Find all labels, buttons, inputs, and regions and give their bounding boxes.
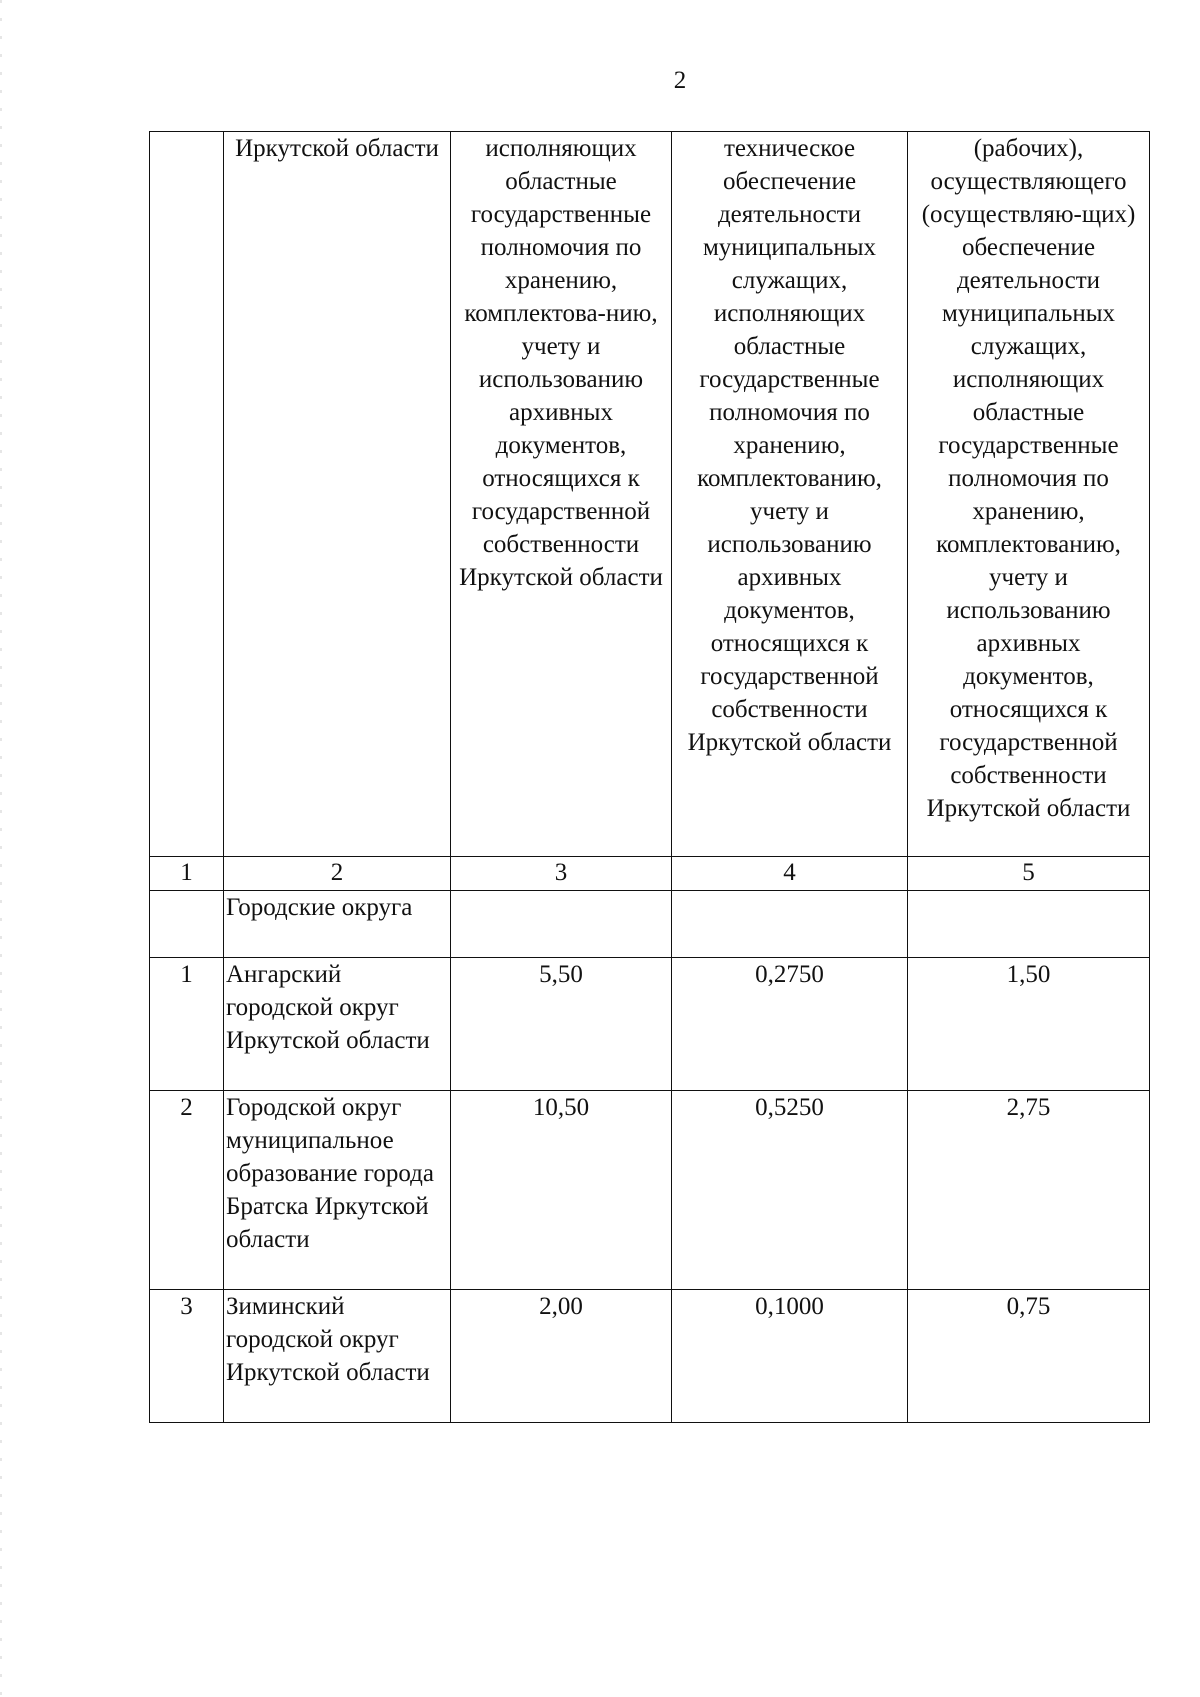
value-col5: 2,75 [908, 1091, 1150, 1290]
column-number-row [150, 857, 1150, 891]
column-number: 1 [150, 857, 224, 891]
section-empty-cell [150, 891, 224, 958]
scan-edge [0, 0, 2, 1697]
header-col2: Иркутской области [224, 132, 451, 857]
table-row [150, 1290, 1150, 1423]
column-number: 3 [451, 857, 672, 891]
value-col5: 0,75 [908, 1290, 1150, 1423]
value-col4: 0,5250 [672, 1091, 908, 1290]
district-name: Ангарский городской округ Иркутской области [224, 958, 451, 1091]
header-col1 [150, 132, 224, 857]
section-empty-cell [672, 891, 908, 958]
column-number: 5 [908, 857, 1150, 891]
value-col5: 1,50 [908, 958, 1150, 1091]
value-col4: 0,2750 [672, 958, 908, 1091]
table-header-row [150, 132, 1150, 857]
value-col3: 2,00 [451, 1290, 672, 1423]
page-number: 2 [673, 67, 687, 94]
district-name: Городской округ муниципальное образование города Братска Иркутской области [224, 1091, 451, 1290]
section-empty-cell [451, 891, 672, 958]
header-col4: техническое обеспечение деятельности муниципальных служащих, исполняющих областные государственные полномочия по хранению, комплектованию, учету и использованию архивных документов, относящихся к государственной собственности Иркутской области [672, 132, 908, 857]
header-col3: исполняющих областные государственные полномочия по хранению, комплектова-нию, учету и использованию архивных документов, относящихся к государственной собственности Иркутской области [451, 132, 672, 857]
value-col3: 10,50 [451, 1091, 672, 1290]
value-col4: 0,1000 [672, 1290, 908, 1423]
column-number: 4 [672, 857, 908, 891]
table-row [150, 958, 1150, 1091]
table-row [150, 1091, 1150, 1290]
section-title: Городские округа [224, 891, 451, 958]
row-number: 2 [150, 1091, 224, 1290]
allocation-table [149, 131, 1150, 1423]
header-col5: (рабочих), осуществляющего (осуществляю-щих) обеспечение деятельности муниципальных служащих, исполняющих областные государственные полномочия по хранению, комплектованию, учету и использованию архивных документов, относящихся к государственной собственности Иркутской области [908, 132, 1150, 857]
row-number: 1 [150, 958, 224, 1091]
value-col3: 5,50 [451, 958, 672, 1091]
section-empty-cell [908, 891, 1150, 958]
district-name: Зиминский городской округ Иркутской области [224, 1290, 451, 1423]
column-number: 2 [224, 857, 451, 891]
row-number: 3 [150, 1290, 224, 1423]
section-row [150, 891, 1150, 958]
